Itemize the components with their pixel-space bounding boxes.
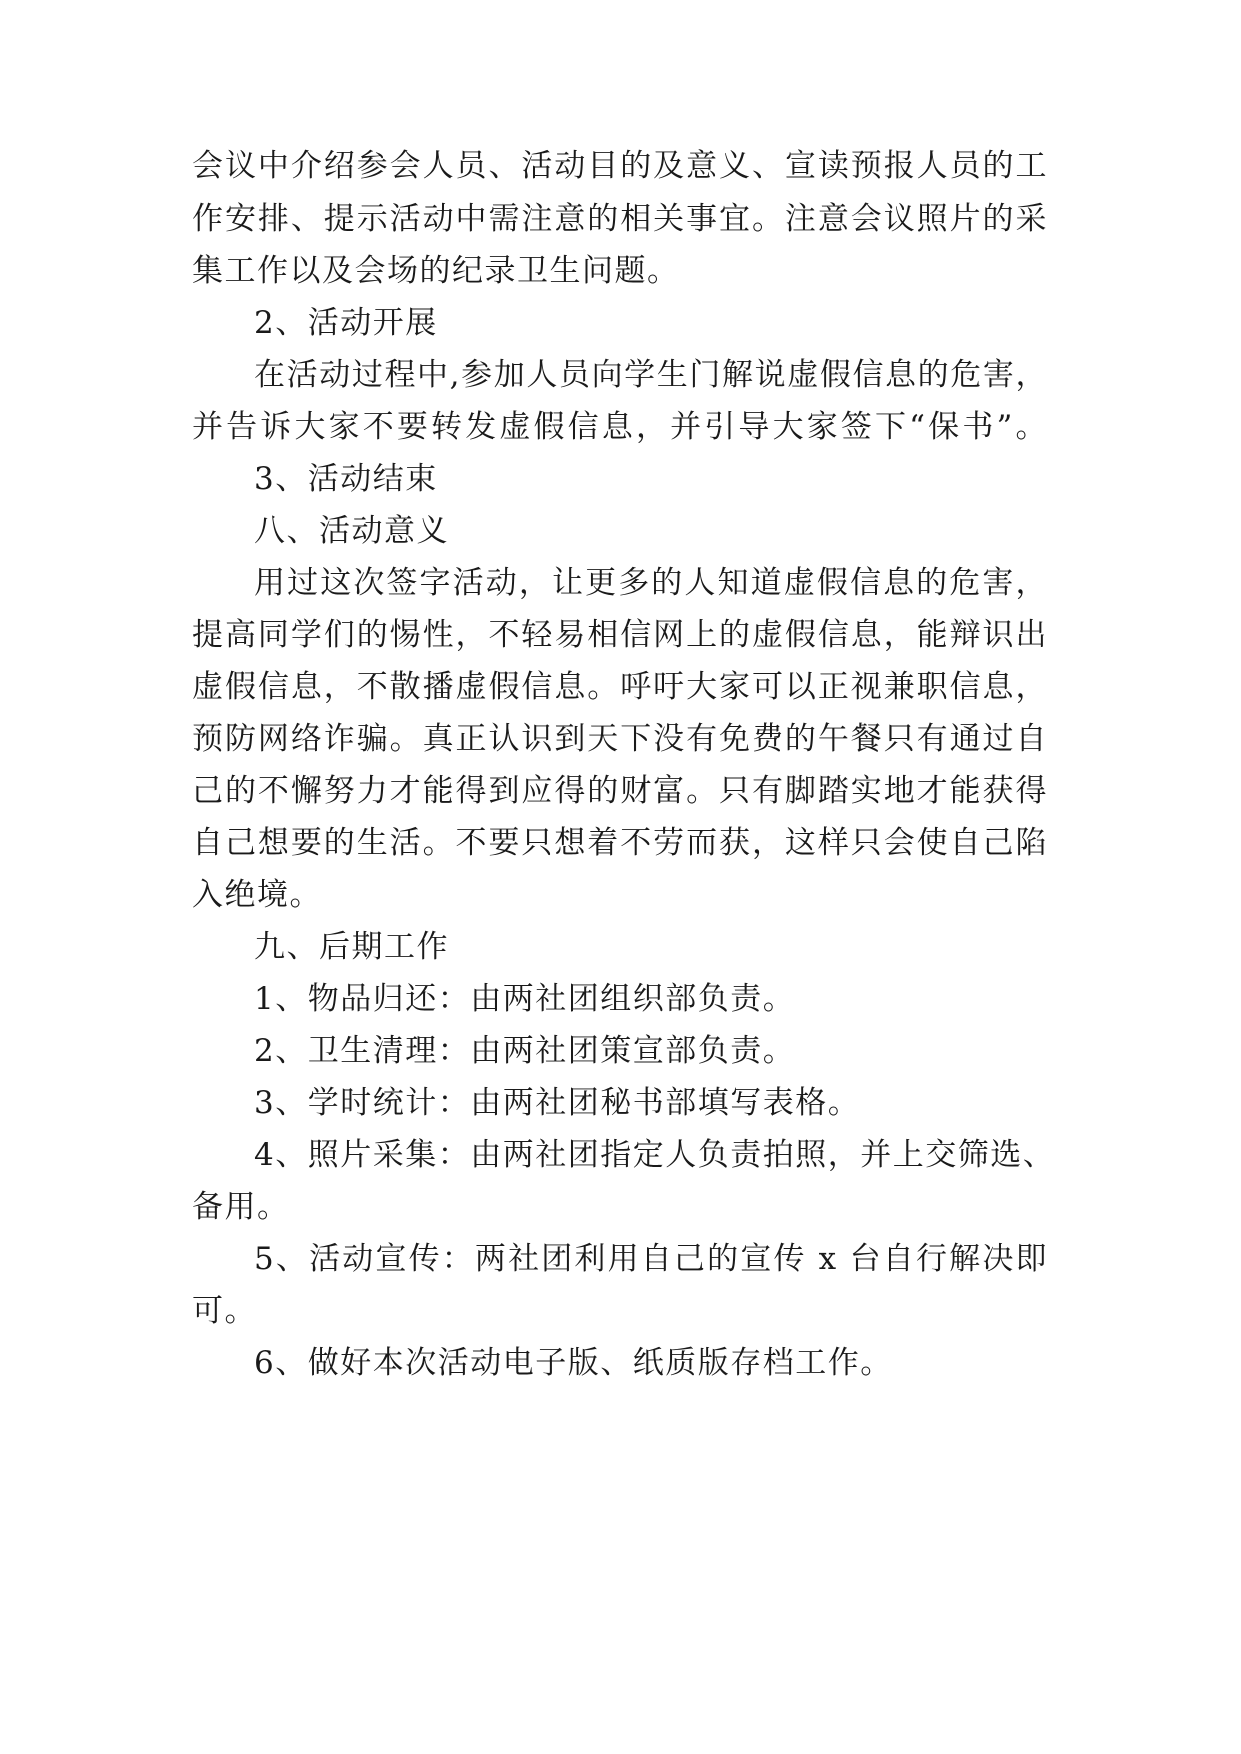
list-item: 3、学时统计：由两社团秘书部填写表格。 [254, 1085, 861, 1121]
section-heading: 九、后期工作 [254, 929, 449, 965]
list-item: 6、做好本次活动电子版、纸质版存档工作。 [254, 1345, 893, 1381]
text-line: 提高同学们的惕性，不轻易相信网上的虚假信息，能辩识出 [192, 617, 1048, 653]
text-line: 在活动过程中,参加人员向学生门解说虚假信息的危害， [254, 357, 1048, 393]
section-heading: 2、活动开展 [254, 305, 438, 341]
text-line: 作安排、提示活动中需注意的相关事宜。注意会议照片的采 [192, 201, 1048, 237]
section-heading: 3、活动结束 [254, 461, 438, 497]
list-item: 2、卫生清理：由两社团策宣部负责。 [254, 1033, 796, 1069]
text-line: 预防网络诈骗。真正认识到天下没有免费的午餐只有通过自 [192, 721, 1048, 757]
list-item: 1、物品归还：由两社团组织部负责。 [254, 981, 796, 1017]
text-line: 可。 [192, 1293, 257, 1329]
text-line: 备用。 [192, 1189, 290, 1225]
list-item: 5、活动宣传：两社团利用自己的宣传 x 台自行解决即 [254, 1241, 1048, 1277]
text-line: 用过这次签字活动，让更多的人知道虚假信息的危害， [254, 565, 1048, 601]
text-line: 入绝境。 [192, 877, 322, 913]
section-heading: 八、活动意义 [254, 513, 449, 549]
text-line: 己的不懈努力才能得到应得的财富。只有脚踏实地才能获得 [192, 773, 1048, 809]
text-line: 会议中介绍参会人员、活动目的及意义、宣读预报人员的工 [192, 148, 1048, 184]
text-line: 虚假信息，不散播虚假信息。呼吁大家可以正视兼职信息， [192, 669, 1048, 705]
text-line: 并告诉大家不要转发虚假信息，并引导大家签下“保书”。 [192, 409, 1048, 445]
text-line: 集工作以及会场的纪录卫生问题。 [192, 253, 680, 289]
text-line: 自己想要的生活。不要只想着不劳而获，这样只会使自己陷 [192, 825, 1048, 861]
list-item: 4、照片采集：由两社团指定人负责拍照，并上交筛选、 [254, 1137, 1056, 1173]
